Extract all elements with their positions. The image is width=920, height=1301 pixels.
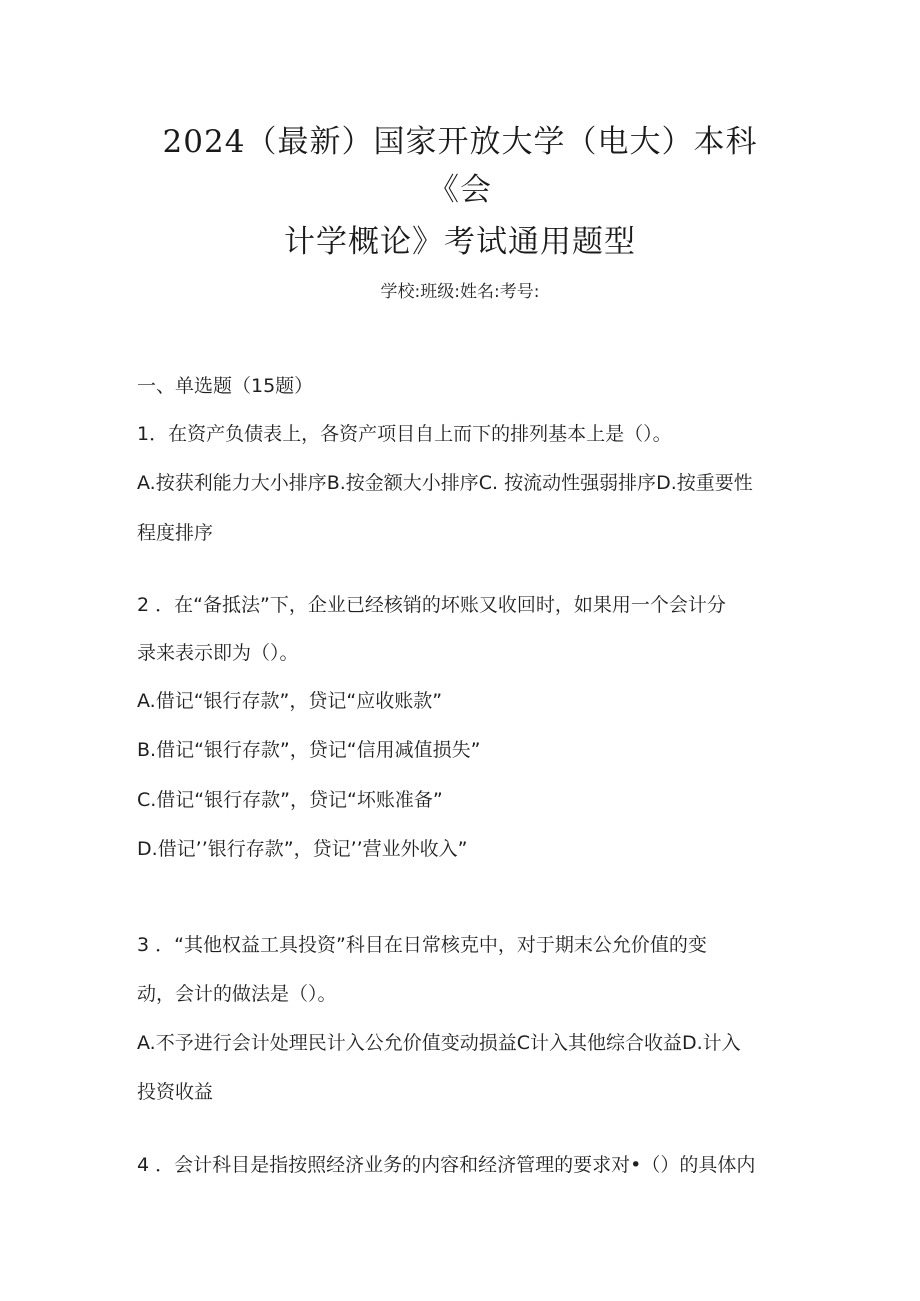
question-1-text: 1．在资产负债表上，各资产项目自上而下的排列基本上是（）。	[137, 423, 672, 445]
question-3-text-cont: 动，会计的做法是（）。	[137, 983, 337, 1005]
question-2-text-cont: 录来表示即为（）。	[137, 642, 299, 664]
title-line-3: 计学概论》考试通用题型	[284, 224, 636, 260]
question-3-text: 3 ．“其他权益工具投资”科目在日常核克中，对于期末公允价值的变	[137, 934, 707, 956]
question-3-options-cont: 投资收益	[137, 1081, 214, 1103]
student-info: 学校:班级:姓名:考号:	[380, 282, 540, 302]
question-1-options-cont: 程度排序	[137, 522, 214, 544]
question-4-text: 4 ．会计科目是指按照经济业务的内容和经济管理的要求对•（）的具体内	[137, 1154, 756, 1176]
question-2-option-d: D.借记’’银行存款”，贷记’’营业外收入”	[137, 838, 468, 860]
question-2-option-c: C.借记“银行存款”，贷记“坏账准备”	[137, 789, 443, 811]
question-3-options: A.不予进行会计处理民计入公允价值变动损益C计入其他综合收益D.计入	[137, 1032, 741, 1054]
title-line-2: 《会	[428, 172, 492, 208]
section-heading: 一、单选题（15题）	[137, 375, 314, 397]
question-2-option-b: B.借记“银行存款”，贷记“信用减值损失”	[137, 739, 481, 761]
question-2-text: 2 ．在“备抵法”下，企业已经核销的坏账又收回时，如果用一个会计分	[137, 594, 726, 616]
question-2-option-a: A.借记“银行存款”，贷记“应收账款”	[137, 690, 443, 712]
question-1-options: A.按获利能力大小排序B.按金额大小排序C. 按流动性强弱排序D.按重要性	[137, 472, 753, 494]
title-line-1: 2024（最新）国家开放大学（电大）本科	[162, 124, 758, 160]
